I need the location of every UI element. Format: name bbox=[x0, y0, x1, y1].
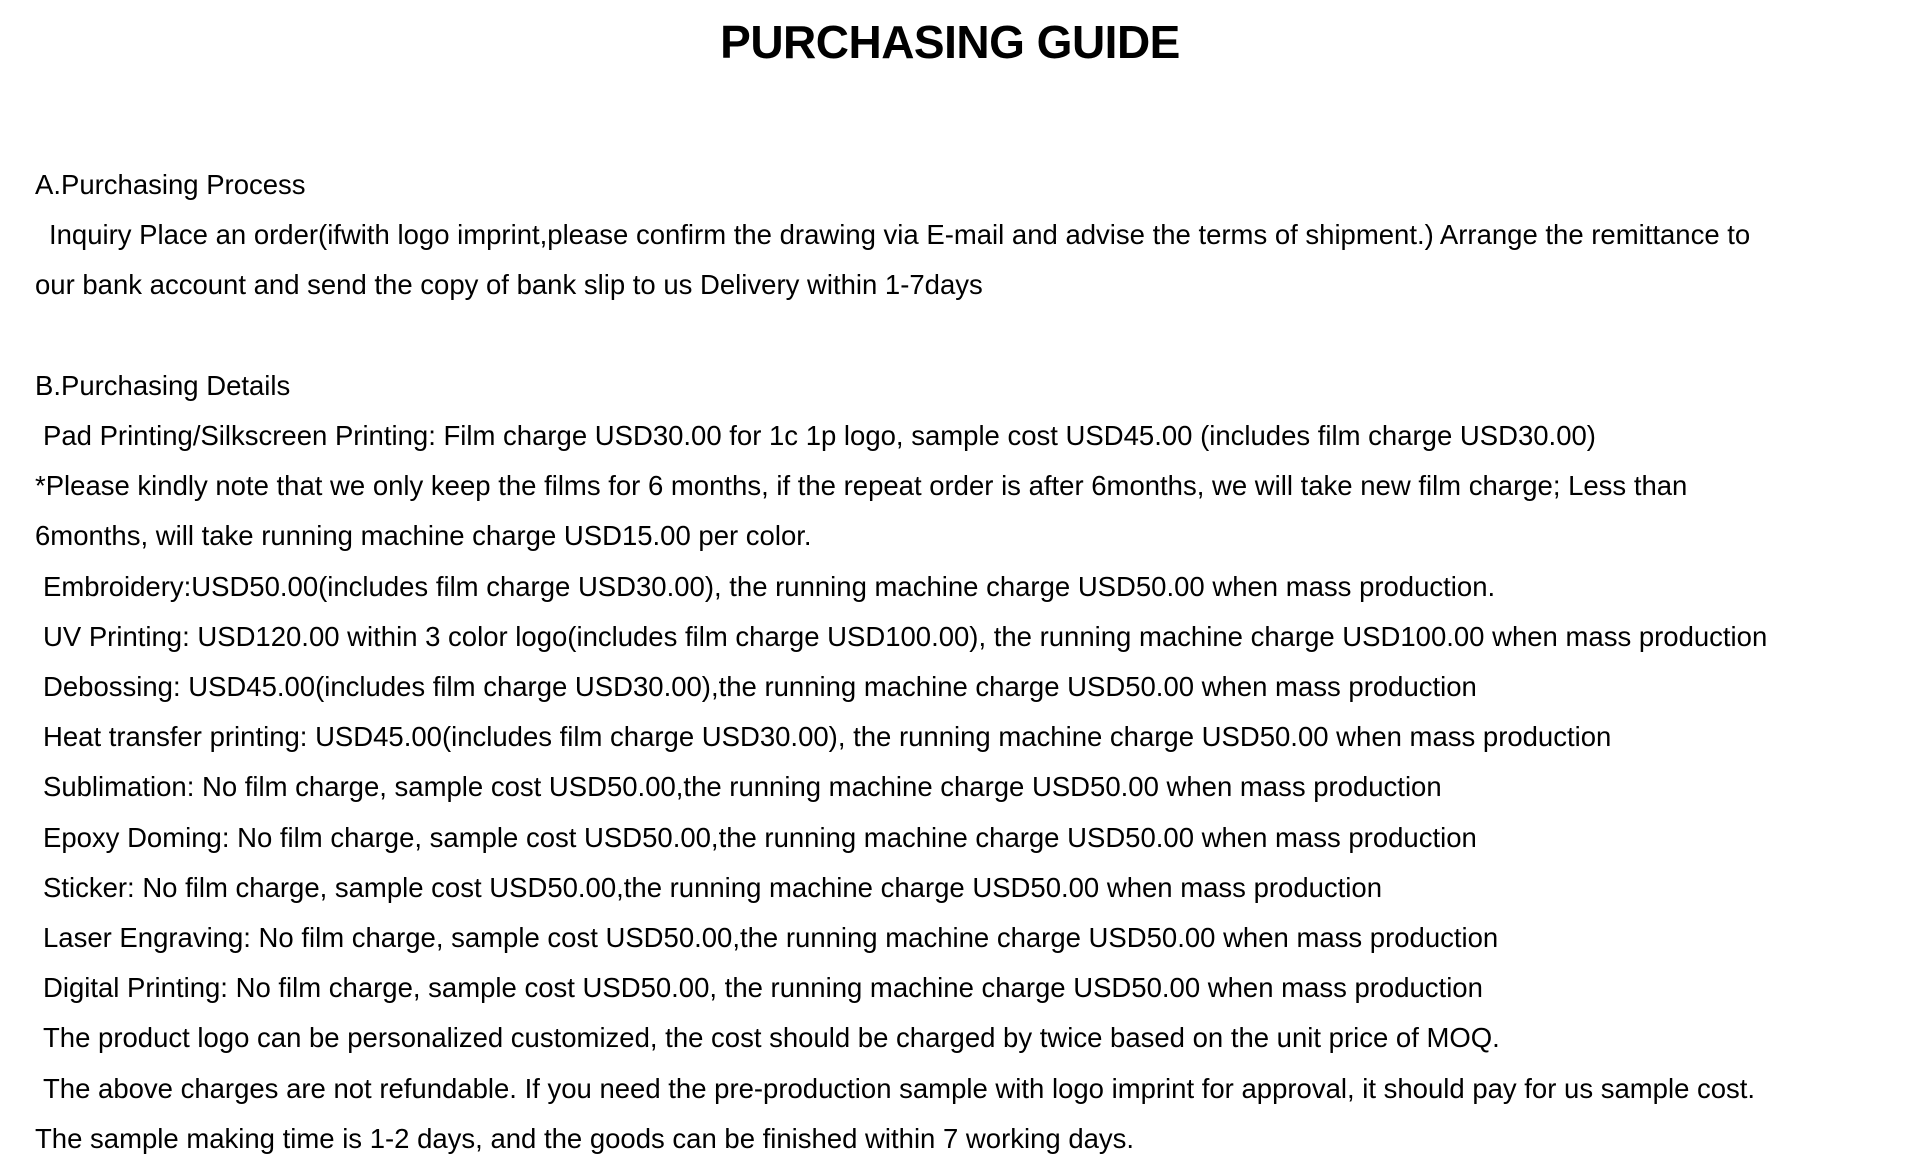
detail-uv-printing: UV Printing: USD120.00 within 3 color logo(includes film charge USD100.00), the running machine charge USD100.00 when mass production bbox=[43, 620, 1768, 652]
detail-film-note-1: *Please kindly note that we only keep the films for 6 months, if the repeat order is after 6months, we will take new film charge; Less than bbox=[35, 470, 1688, 502]
detail-digital-printing: Digital Printing: No film charge, sample cost USD50.00, the running machine charge USD50.00 when mass production bbox=[43, 972, 1483, 1004]
detail-sublimation: Sublimation: No film charge, sample cost USD50.00,the running machine charge USD50.00 when mass production bbox=[43, 771, 1442, 803]
detail-heat-transfer: Heat transfer printing: USD45.00(includes film charge USD30.00), the running machine charge USD50.00 when mass production bbox=[43, 721, 1612, 753]
detail-sample-time: The sample making time is 1-2 days, and the goods can be finished within 7 working days. bbox=[35, 1122, 1135, 1154]
process-line-2: our bank account and send the copy of bank slip to us Delivery within 1-7days bbox=[35, 269, 983, 301]
detail-sticker: Sticker: No film charge, sample cost USD50.00,the running machine charge USD50.00 when mass production bbox=[43, 871, 1383, 903]
section-b-heading: B.Purchasing Details bbox=[35, 369, 291, 401]
detail-embroidery: Embroidery:USD50.00(includes film charge USD30.00), the running machine charge USD50.00 when mass production. bbox=[43, 570, 1496, 602]
detail-non-refundable: The above charges are not refundable. If you need the pre-production sample with logo imprint for approval, it should pay for us sample cost. bbox=[43, 1072, 1756, 1104]
detail-debossing: Debossing: USD45.00(includes film charge USD30.00),the running machine charge USD50.00 when mass production bbox=[43, 671, 1477, 703]
detail-pad-printing: Pad Printing/Silkscreen Printing: Film charge USD30.00 for 1c 1p logo, sample cost USD45.00 (includes film charge USD30.00) bbox=[43, 420, 1596, 451]
process-line-1: Inquiry Place an order(ifwith logo imprint,please confirm the drawing via E-mail and advise the terms of shipment.) Arrange the remittance to bbox=[49, 219, 1751, 251]
detail-epoxy-doming: Epoxy Doming: No film charge, sample cost USD50.00,the running machine charge USD50.00 when mass production bbox=[43, 821, 1477, 853]
detail-laser-engraving: Laser Engraving: No film charge, sample cost USD50.00,the running machine charge USD50.00 when mass production bbox=[43, 922, 1499, 954]
page-title: PURCHASING GUIDE bbox=[720, 16, 1180, 68]
section-a-heading: A.Purchasing Process bbox=[35, 169, 306, 200]
section-spacer bbox=[35, 311, 1895, 361]
detail-film-note-2: 6months, will take running machine charge USD15.00 per color. bbox=[35, 520, 812, 552]
document-body bbox=[35, 160, 1895, 1164]
detail-logo-personalized: The product logo can be personalized customized, the cost should be charged by twice based on the unit price of MOQ. bbox=[43, 1022, 1500, 1054]
